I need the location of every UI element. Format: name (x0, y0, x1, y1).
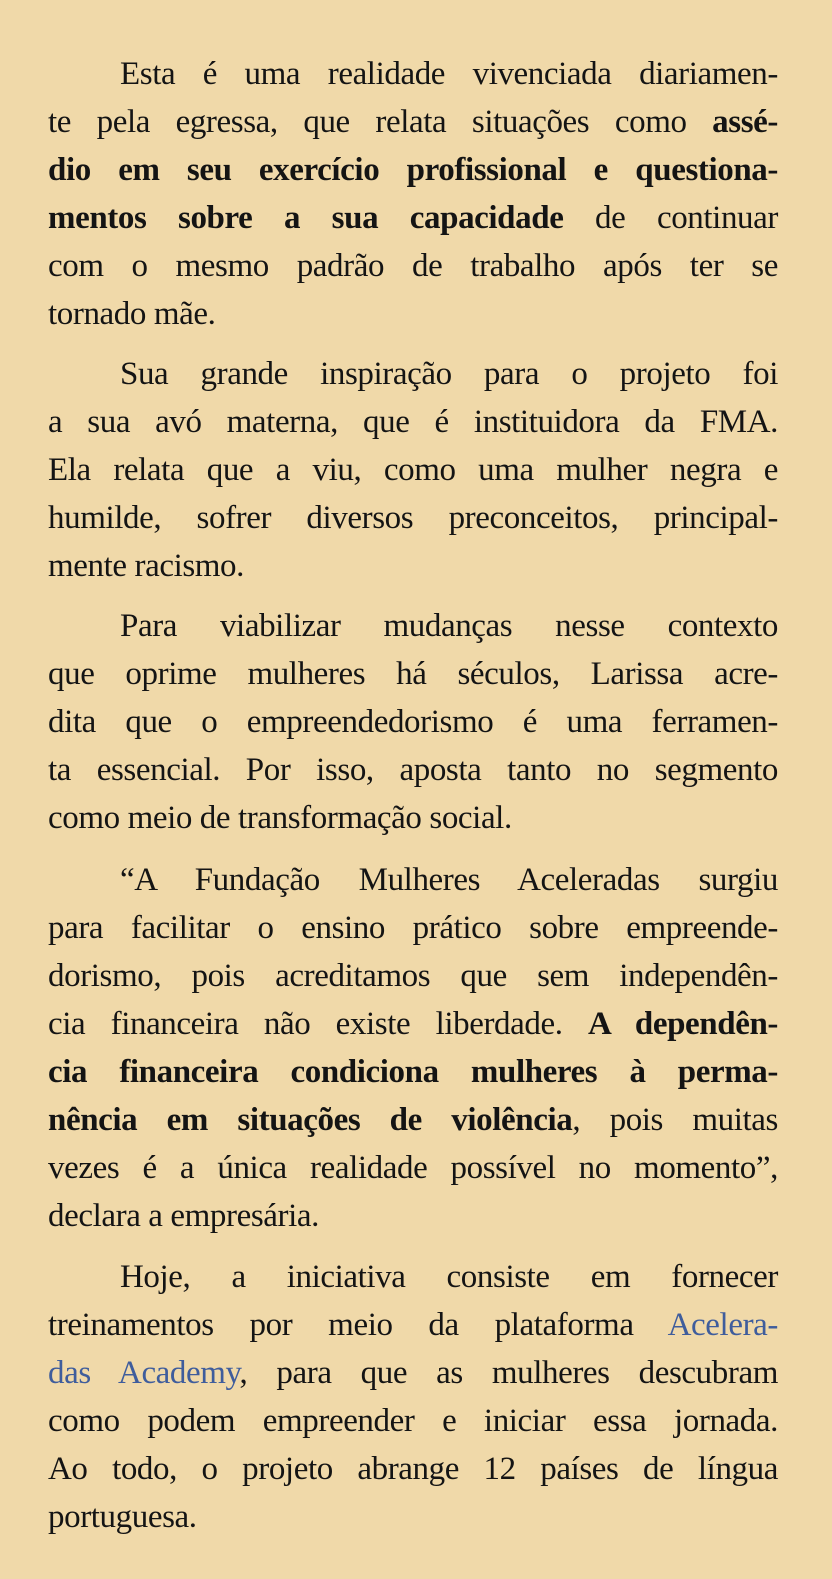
text-line (48, 1349, 778, 1397)
text-line (48, 1253, 778, 1301)
text-segment: portuguesa. (48, 1499, 197, 1535)
text-segment: declara a empresária. (48, 1198, 319, 1234)
article-paragraph (48, 1253, 778, 1541)
text-line (48, 146, 778, 194)
text-segment: tornado mãe. (48, 296, 216, 332)
text-segment: de continuar (563, 200, 778, 236)
text-line (48, 1096, 778, 1144)
text-segment: treinamentos por meio da plataforma (48, 1307, 668, 1343)
text-segment: Ela relata que a viu, como uma mulher negra e (48, 452, 778, 488)
article-paragraph (48, 856, 778, 1240)
text-segment: te pela egressa, que relata situações como (48, 104, 713, 140)
text-line (48, 1048, 778, 1096)
text-line (48, 98, 778, 146)
aceleradas-academy-link[interactable]: das Academy (48, 1355, 240, 1391)
text-segment: , para que as mulheres descubram (239, 1355, 778, 1391)
text-segment: Hoje, a iniciativa consiste em fornecer (120, 1259, 778, 1295)
article-paragraph (48, 602, 778, 842)
text-line (48, 350, 778, 398)
text-line (48, 446, 778, 494)
text-segment: dorismo, pois acreditamos que sem independên- (48, 958, 778, 994)
text-line (48, 746, 778, 794)
text-line (48, 398, 778, 446)
text-segment: “A Fundação Mulheres Aceleradas surgiu (120, 862, 778, 898)
text-segment: como podem empreender e iniciar essa jornada. (48, 1403, 778, 1439)
bold-emphasis: nência em situações de violência (48, 1102, 573, 1138)
text-line (48, 856, 778, 904)
bold-emphasis: mentos sobre a sua capacidade (48, 200, 564, 236)
text-line (48, 794, 778, 842)
aceleradas-academy-link[interactable]: Acelera- (667, 1307, 778, 1343)
text-segment: como meio de transformação social. (48, 800, 512, 836)
text-segment: para facilitar o ensino prático sobre empreende- (48, 910, 778, 946)
text-line (48, 1445, 778, 1493)
text-segment: , pois muitas (572, 1102, 778, 1138)
text-line (48, 1397, 778, 1445)
text-line (48, 542, 778, 590)
article-paragraph (48, 50, 778, 338)
text-segment: que oprime mulheres há séculos, Larissa acre- (48, 656, 778, 692)
text-line (48, 904, 778, 952)
text-line (48, 698, 778, 746)
text-segment: Para viabilizar mudanças nesse contexto (120, 608, 778, 644)
text-line (48, 494, 778, 542)
bold-emphasis: cia financeira condiciona mulheres à perma- (48, 1054, 778, 1090)
text-segment: Ao todo, o projeto abrange 12 países de língua (48, 1451, 778, 1487)
text-segment: com o mesmo padrão de trabalho após ter se (48, 248, 778, 284)
text-segment: vezes é a única realidade possível no momento”, (48, 1150, 778, 1186)
text-line (48, 1493, 778, 1541)
bold-emphasis: dio em seu exercício profissional e questiona- (48, 152, 778, 188)
text-segment: humilde, sofrer diversos preconceitos, principal- (48, 500, 778, 536)
text-segment: a sua avó materna, que é instituidora da FMA. (48, 404, 778, 440)
text-line (48, 1301, 778, 1349)
text-line (48, 194, 778, 242)
text-line (48, 1192, 778, 1240)
text-segment: cia financeira não existe liberdade. (48, 1006, 588, 1042)
bold-emphasis: assé- (712, 104, 778, 140)
text-line (48, 952, 778, 1000)
text-line (48, 1144, 778, 1192)
text-segment: Sua grande inspiração para o projeto foi (120, 356, 778, 392)
text-line (48, 290, 778, 338)
text-line (48, 50, 778, 98)
text-line (48, 602, 778, 650)
bold-emphasis: A dependên- (587, 1006, 778, 1042)
article-paragraph (48, 350, 778, 590)
text-segment: ta essencial. Por isso, aposta tanto no segmento (48, 752, 778, 788)
text-line (48, 242, 778, 290)
text-segment: dita que o empreendedorismo é uma ferramen- (48, 704, 778, 740)
text-segment: mente racismo. (48, 548, 244, 584)
text-line (48, 650, 778, 698)
text-line (48, 1000, 778, 1048)
text-segment: Esta é uma realidade vivenciada diariamen- (120, 56, 778, 92)
